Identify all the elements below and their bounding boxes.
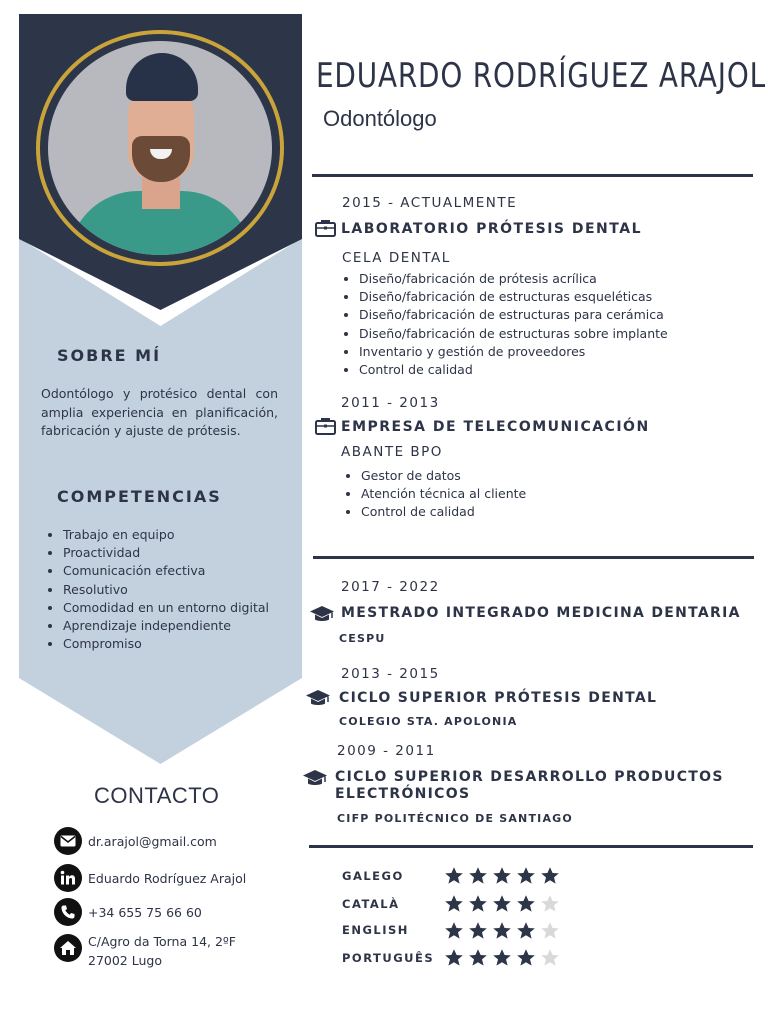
language-name: PORTUGUÊS (342, 951, 435, 965)
contact-address (54, 932, 236, 970)
star-filled-icon (516, 866, 536, 886)
briefcase-icon (315, 417, 336, 439)
star-empty-icon (540, 894, 560, 914)
graduation-cap-icon (309, 604, 335, 628)
phone-icon (54, 898, 82, 926)
star-filled-icon (516, 894, 536, 914)
language-name: CATALÀ (342, 897, 400, 911)
duty-item: • Diseño/fabricación de prótesis acrílica (359, 270, 668, 288)
edu-title: CICLO SUPERIOR DESARROLLO PRODUCTOS ELECTRÓNICOS (335, 769, 724, 802)
star-filled-icon (492, 921, 512, 941)
skill-item: • Resolutivo (63, 581, 300, 599)
edu-school: CIFP POLITÉCNICO DE SANTIAGO (337, 812, 573, 825)
contact-email[interactable] (54, 827, 217, 855)
edu-title: CICLO SUPERIOR PRÓTESIS DENTAL (339, 690, 658, 706)
linkedin-text: Eduardo Rodríguez Arajol (88, 870, 247, 886)
edu-dates: 2017 - 2022 (341, 579, 440, 595)
language-rating (444, 866, 560, 886)
star-filled-icon (468, 894, 488, 914)
star-empty-icon (540, 948, 560, 968)
star-filled-icon (516, 921, 536, 941)
skill-item: • Trabajo en equipo (63, 526, 300, 544)
divider (312, 174, 753, 177)
skills-list (41, 526, 300, 653)
about-text: Odontólogo y protésico dental con amplia experiencia en planificación, fabricación y ajuste de prótesis. (41, 386, 278, 438)
language-rating (444, 921, 560, 941)
duty-item: • Gestor de datos (361, 467, 526, 485)
edu-school: CESPU (339, 632, 386, 645)
address-line-2: 27002 Lugo (88, 953, 162, 968)
language-rating (444, 948, 560, 968)
edu-school: COLEGIO STA. APOLONIA (339, 715, 518, 728)
phone-text: +34 655 75 66 60 (88, 904, 202, 920)
star-filled-icon (540, 866, 560, 886)
duty-item: • Control de calidad (361, 503, 526, 521)
star-filled-icon (468, 921, 488, 941)
contact-phone[interactable] (54, 898, 202, 926)
duty-item: • Diseño/fabricación de estructuras esqueléticas (359, 288, 668, 306)
star-filled-icon (444, 894, 464, 914)
contact-title: CONTACTO (94, 783, 220, 808)
envelope-icon (54, 827, 82, 855)
language-name: ENGLISH (342, 923, 409, 937)
skill-item: • Comodidad en un entorno digital (63, 599, 300, 617)
job-dates: 2011 - 2013 (341, 395, 440, 411)
divider (313, 556, 754, 559)
linkedin-icon (54, 864, 82, 892)
skills-title: COMPETENCIAS (57, 487, 222, 506)
star-filled-icon (516, 948, 536, 968)
about-title: SOBRE MÍ (57, 346, 162, 365)
language-name: GALEGO (342, 869, 404, 883)
language-rating (444, 894, 560, 914)
duty-item: • Diseño/fabricación de estructuras sobre implante (359, 325, 668, 343)
job-company: CELA DENTAL (342, 250, 451, 266)
profile-photo (48, 41, 272, 255)
star-filled-icon (492, 866, 512, 886)
skill-item: • Comunicación efectiva (63, 562, 300, 580)
skill-item: • Aprendizaje independiente (63, 617, 300, 635)
person-role: Odontólogo (323, 106, 437, 131)
email-text: dr.arajol@gmail.com (88, 833, 217, 849)
divider (309, 845, 753, 848)
job-duties-list (344, 467, 526, 522)
job-title: EMPRESA DE TELECOMUNICACIÓN (341, 419, 650, 435)
skill-item: • Compromiso (63, 635, 300, 653)
graduation-cap-icon (302, 768, 328, 792)
duty-item: • Inventario y gestión de proveedores (359, 343, 668, 361)
duty-item: • Diseño/fabricación de estructuras para cerámica (359, 306, 668, 324)
edu-title: MESTRADO INTEGRADO MEDICINA DENTARIA (341, 605, 741, 621)
star-filled-icon (444, 866, 464, 886)
job-duties-list (342, 270, 668, 379)
skill-item: • Proactividad (63, 544, 300, 562)
edu-dates: 2009 - 2011 (337, 743, 436, 759)
star-filled-icon (492, 948, 512, 968)
job-title: LABORATORIO PRÓTESIS DENTAL (341, 221, 642, 237)
star-filled-icon (468, 948, 488, 968)
person-name: EDUARDO RODRÍGUEZ ARAJOL (316, 56, 766, 96)
star-filled-icon (468, 866, 488, 886)
star-filled-icon (492, 894, 512, 914)
job-company: ABANTE BPO (341, 444, 443, 460)
duty-item: • Atención técnica al cliente (361, 485, 526, 503)
duty-item: • Control de calidad (359, 361, 668, 379)
graduation-cap-icon (305, 688, 331, 712)
job-dates: 2015 - ACTUALMENTE (342, 195, 518, 211)
contact-linkedin[interactable] (54, 864, 246, 892)
star-filled-icon (444, 948, 464, 968)
home-icon (54, 934, 82, 962)
address-line-1: C/Agro da Torna 14, 2ºF (88, 934, 236, 949)
edu-dates: 2013 - 2015 (341, 666, 440, 682)
star-empty-icon (540, 921, 560, 941)
star-filled-icon (444, 921, 464, 941)
briefcase-icon (315, 219, 336, 241)
